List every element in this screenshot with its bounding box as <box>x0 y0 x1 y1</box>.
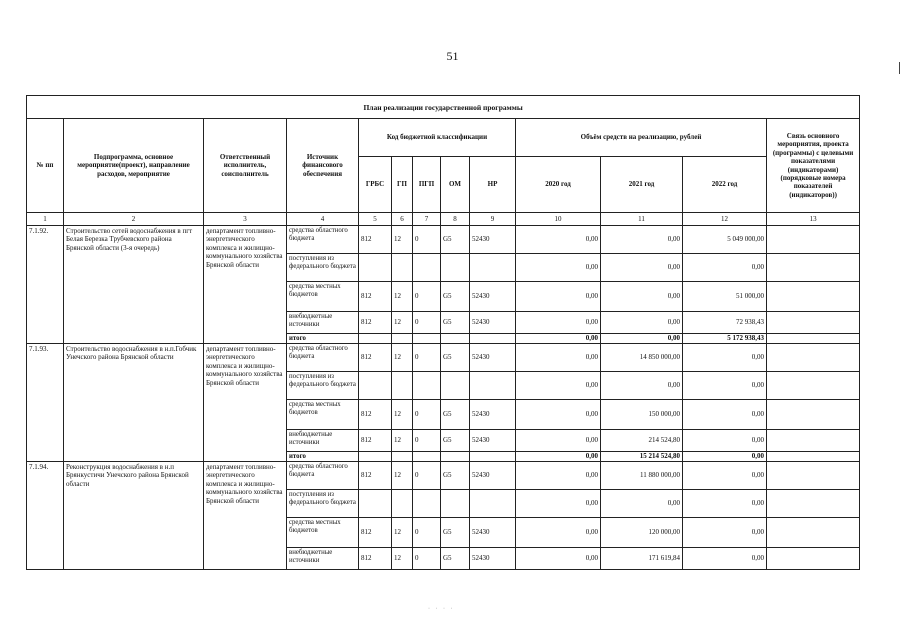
total-empty-cell <box>470 452 516 462</box>
cell-y2020: 0,00 <box>516 490 601 518</box>
cell-om: G5 <box>441 518 470 548</box>
cell-grbs: 812 <box>359 548 392 570</box>
funding-source: средства местных бюджетов <box>287 282 359 312</box>
column-number: 12 <box>683 213 767 226</box>
header-2020: 2020 год <box>516 157 601 213</box>
cell-link <box>767 430 860 452</box>
header-pgp: ПГП <box>413 157 441 213</box>
cell-y2021: 0,00 <box>601 372 683 400</box>
cell-y2020: 0,00 <box>516 226 601 254</box>
cell-y2022: 0,00 <box>683 490 767 518</box>
header-link: Связь основного мероприятия, проекта (программы) с целевыми показателями (индикаторами) (порядковые номера показателей (индикаторов)) <box>767 119 860 213</box>
total-label: итого <box>287 334 359 344</box>
cell-gp <box>392 372 413 400</box>
cell-link <box>767 372 860 400</box>
cell-y2022: 72 938,43 <box>683 312 767 334</box>
item-responsible: департамент топливно-энергетического комплекса и жилищно-коммунального хозяйства Брянской области <box>204 462 287 570</box>
cell-y2022: 0,00 <box>683 518 767 548</box>
item-name: Строительство сетей водоснабжения в пгт Белая Березка Трубчевского района Брянской области (3-я очередь) <box>64 226 204 344</box>
cell-link <box>767 226 860 254</box>
cell-nr: 52430 <box>470 344 516 372</box>
total-y2020: 0,00 <box>516 334 601 344</box>
item-responsible: департамент топливно-энергетического комплекса и жилищно-коммунального хозяйства Брянской области <box>204 344 287 462</box>
cell-gp: 12 <box>392 548 413 570</box>
cell-nr: 52430 <box>470 548 516 570</box>
cell-pgp <box>413 490 441 518</box>
item-name: Реконструкция водоснабжения в н.п Брянкустичи Унечского района Брянской области <box>64 462 204 570</box>
header-2022: 2022 год <box>683 157 767 213</box>
column-number: 8 <box>441 213 470 226</box>
cell-y2022: 0,00 <box>683 254 767 282</box>
funding-source: средства областного бюджета <box>287 226 359 254</box>
column-number: 6 <box>392 213 413 226</box>
column-number: 11 <box>601 213 683 226</box>
column-number: 9 <box>470 213 516 226</box>
cell-y2020: 0,00 <box>516 430 601 452</box>
header-nr: НР <box>470 157 516 213</box>
cell-pgp: 0 <box>413 226 441 254</box>
funding-source: средства местных бюджетов <box>287 518 359 548</box>
cell-nr: 52430 <box>470 312 516 334</box>
column-number: 7 <box>413 213 441 226</box>
cell-y2020: 0,00 <box>516 282 601 312</box>
cell-nr <box>470 372 516 400</box>
cell-y2020: 0,00 <box>516 400 601 430</box>
cell-link <box>767 462 860 490</box>
table-row <box>27 226 860 254</box>
table-row <box>27 344 860 372</box>
cell-y2020: 0,00 <box>516 462 601 490</box>
total-empty-cell <box>392 334 413 344</box>
cell-y2021: 0,00 <box>601 226 683 254</box>
cell-nr: 52430 <box>470 430 516 452</box>
cell-y2020: 0,00 <box>516 254 601 282</box>
scan-artifact: · · · · <box>428 606 455 612</box>
cell-om: G5 <box>441 344 470 372</box>
cell-pgp: 0 <box>413 518 441 548</box>
cell-y2021: 0,00 <box>601 490 683 518</box>
cell-om <box>441 372 470 400</box>
cell-y2022: 0,00 <box>683 400 767 430</box>
item-responsible: департамент топливно-энергетического комплекса и жилищно-коммунального хозяйства Брянской области <box>204 226 287 344</box>
cell-grbs: 812 <box>359 312 392 334</box>
funding-source: средства областного бюджета <box>287 344 359 372</box>
cell-gp: 12 <box>392 312 413 334</box>
cell-pgp: 0 <box>413 430 441 452</box>
cell-nr: 52430 <box>470 226 516 254</box>
cell-om: G5 <box>441 462 470 490</box>
cell-gp: 12 <box>392 400 413 430</box>
cell-om: G5 <box>441 312 470 334</box>
cell-y2020: 0,00 <box>516 372 601 400</box>
cell-grbs: 812 <box>359 400 392 430</box>
cell-y2022: 0,00 <box>683 462 767 490</box>
total-y2021: 15 214 524,80 <box>601 452 683 462</box>
header-budget-code: Код бюджетной классификации <box>359 119 516 157</box>
cell-pgp: 0 <box>413 344 441 372</box>
cell-link <box>767 400 860 430</box>
cell-pgp: 0 <box>413 462 441 490</box>
cell-y2021: 171 619,84 <box>601 548 683 570</box>
cell-link <box>767 282 860 312</box>
column-number: 13 <box>767 213 860 226</box>
total-label: итого <box>287 452 359 462</box>
cell-link <box>767 452 860 462</box>
cell-link <box>767 312 860 334</box>
total-empty-cell <box>413 334 441 344</box>
header-om: ОМ <box>441 157 470 213</box>
cell-om: G5 <box>441 400 470 430</box>
cell-om <box>441 254 470 282</box>
item-number: 7.1.92. <box>27 226 64 344</box>
funding-source: средства областного бюджета <box>287 462 359 490</box>
cell-grbs <box>359 490 392 518</box>
cell-link <box>767 334 860 344</box>
cell-om: G5 <box>441 282 470 312</box>
funding-source: средства местных бюджетов <box>287 400 359 430</box>
edge-mark <box>899 62 900 74</box>
cell-y2021: 150 000,00 <box>601 400 683 430</box>
funding-source: внебюджетные источники <box>287 430 359 452</box>
cell-y2021: 14 850 000,00 <box>601 344 683 372</box>
header-responsible: Ответственный исполнитель, соисполнитель <box>204 119 287 213</box>
cell-y2021: 120 000,00 <box>601 518 683 548</box>
cell-grbs: 812 <box>359 344 392 372</box>
column-numbers-row <box>27 213 860 226</box>
header-source: Источник финансового обеспечения <box>287 119 359 213</box>
total-empty-cell <box>470 334 516 344</box>
table-row <box>27 462 860 490</box>
total-empty-cell <box>392 452 413 462</box>
cell-y2022: 5 049 000,00 <box>683 226 767 254</box>
total-y2022: 5 172 938,43 <box>683 334 767 344</box>
cell-y2022: 0,00 <box>683 548 767 570</box>
cell-nr <box>470 254 516 282</box>
cell-nr: 52430 <box>470 462 516 490</box>
cell-link <box>767 518 860 548</box>
cell-y2022: 0,00 <box>683 430 767 452</box>
cell-y2020: 0,00 <box>516 548 601 570</box>
total-empty-cell <box>413 452 441 462</box>
cell-nr: 52430 <box>470 518 516 548</box>
header-num: № пп <box>27 119 64 213</box>
cell-pgp <box>413 372 441 400</box>
column-number: 5 <box>359 213 392 226</box>
cell-y2021: 11 880 000,00 <box>601 462 683 490</box>
cell-y2021: 0,00 <box>601 254 683 282</box>
cell-gp: 12 <box>392 518 413 548</box>
cell-om: G5 <box>441 226 470 254</box>
item-number: 7.1.93. <box>27 344 64 462</box>
total-y2020: 0,00 <box>516 452 601 462</box>
cell-grbs: 812 <box>359 282 392 312</box>
cell-link <box>767 344 860 372</box>
cell-grbs <box>359 254 392 282</box>
cell-y2020: 0,00 <box>516 344 601 372</box>
funding-source: поступления из федерального бюджета <box>287 490 359 518</box>
cell-pgp: 0 <box>413 312 441 334</box>
cell-link <box>767 254 860 282</box>
header-grbs: ГРБС <box>359 157 392 213</box>
total-empty-cell <box>441 452 470 462</box>
cell-om <box>441 490 470 518</box>
table-body <box>27 226 860 570</box>
funding-source: поступления из федерального бюджета <box>287 254 359 282</box>
cell-y2020: 0,00 <box>516 312 601 334</box>
cell-grbs: 812 <box>359 518 392 548</box>
funding-source: внебюджетные источники <box>287 312 359 334</box>
total-y2021: 0,00 <box>601 334 683 344</box>
cell-grbs: 812 <box>359 430 392 452</box>
cell-y2022: 51 000,00 <box>683 282 767 312</box>
cell-gp: 12 <box>392 282 413 312</box>
column-number: 4 <box>287 213 359 226</box>
cell-gp <box>392 254 413 282</box>
header-2021: 2021 год <box>601 157 683 213</box>
funding-source: внебюджетные источники <box>287 548 359 570</box>
cell-y2021: 214 524,80 <box>601 430 683 452</box>
cell-pgp: 0 <box>413 548 441 570</box>
cell-grbs: 812 <box>359 226 392 254</box>
total-empty-cell <box>359 452 392 462</box>
column-number: 2 <box>64 213 204 226</box>
cell-y2021: 0,00 <box>601 282 683 312</box>
cell-om: G5 <box>441 430 470 452</box>
cell-link <box>767 490 860 518</box>
cell-gp <box>392 490 413 518</box>
cell-y2022: 0,00 <box>683 344 767 372</box>
table-title: План реализации государственной программы <box>27 96 860 119</box>
cell-pgp <box>413 254 441 282</box>
total-empty-cell <box>441 334 470 344</box>
cell-y2021: 0,00 <box>601 312 683 334</box>
cell-link <box>767 548 860 570</box>
funding-source: поступления из федерального бюджета <box>287 372 359 400</box>
cell-pgp: 0 <box>413 282 441 312</box>
page-number: 51 <box>446 49 459 63</box>
cell-y2020: 0,00 <box>516 518 601 548</box>
cell-om: G5 <box>441 548 470 570</box>
cell-pgp: 0 <box>413 400 441 430</box>
cell-nr: 52430 <box>470 282 516 312</box>
header-gp: ГП <box>392 157 413 213</box>
total-empty-cell <box>359 334 392 344</box>
cell-y2022: 0,00 <box>683 372 767 400</box>
item-name: Строительство водоснабжения в н.п.Гобчик Унечского района Брянской области <box>64 344 204 462</box>
cell-grbs <box>359 372 392 400</box>
column-number: 3 <box>204 213 287 226</box>
column-number: 1 <box>27 213 64 226</box>
column-number: 10 <box>516 213 601 226</box>
cell-gp: 12 <box>392 226 413 254</box>
implementation-plan-table <box>26 95 860 570</box>
item-number: 7.1.94. <box>27 462 64 570</box>
cell-nr: 52430 <box>470 400 516 430</box>
cell-nr <box>470 490 516 518</box>
total-y2022: 0,00 <box>683 452 767 462</box>
cell-grbs: 812 <box>359 462 392 490</box>
cell-gp: 12 <box>392 430 413 452</box>
cell-gp: 12 <box>392 462 413 490</box>
header-volume: Объём средств на реализацию, рублей <box>516 119 767 157</box>
header-subprogram: Подпрограмма, основное мероприятие(проект), направление расходов, мероприятие <box>64 119 204 213</box>
cell-gp: 12 <box>392 344 413 372</box>
